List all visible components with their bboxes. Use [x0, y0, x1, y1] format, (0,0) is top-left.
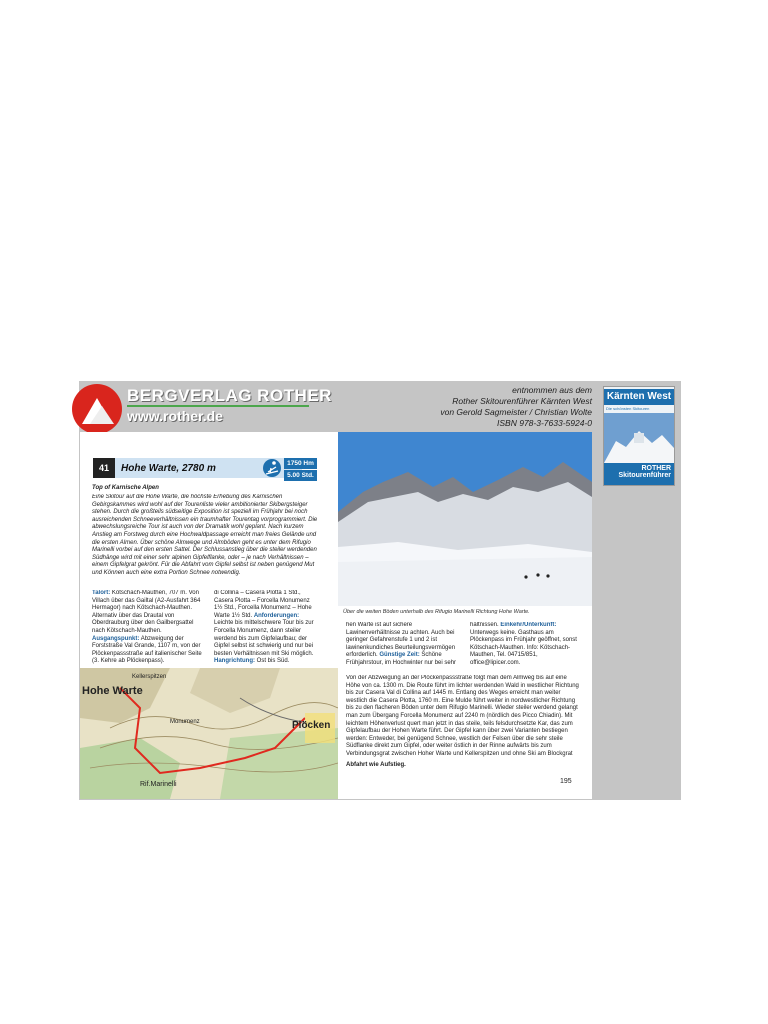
credit-isbn: ISBN 978-3-7633-5924-0: [497, 418, 592, 428]
info-column-3: [346, 622, 458, 668]
info-season-cont: hältnissen.: [470, 622, 499, 628]
credit-line-1: entnommen aus dem: [512, 385, 592, 395]
map-label-ploecken: Plöcken: [292, 720, 331, 731]
info-req-label: Anforderungen:: [253, 612, 300, 619]
info-slope-label: Hangrichtung:: [214, 658, 255, 665]
publisher-rule: [127, 405, 309, 407]
publisher-url[interactable]: www.rother.de: [127, 408, 223, 424]
route-descent: Abfahrt wie Aufstieg.: [346, 762, 406, 768]
elevation-badge: 1750 Hm: [284, 458, 317, 469]
info-req-text: Leichte bis mittelschwere Tour bis zur Forcella Monumenz, dann steiler werdend bis zum Gipfelaufbau; der Gipfel selbst ist schwierig und nur bei besten Verhältnissen mit Ski möglich.: [214, 620, 314, 657]
info-column-4: [470, 622, 582, 668]
map-label-hohe-warte: Hohe Warte: [82, 685, 143, 697]
map-label-marinelli: Rif.Marinelli: [140, 781, 177, 788]
publisher-name: BERGVERLAG ROTHER: [127, 386, 332, 405]
book-subtitle: Die schönsten Skitouren: [606, 406, 650, 411]
info-hut-text: Unterwegs keine. Gasthaus am Plöckenpass im Frühjahr geöffnet, sonst Kötschach-Mauthen. Info: Kötschach-Mauthen, Tel. 04715/851, office@lipicer.com.: [470, 629, 577, 666]
book-cover-image: [604, 413, 674, 463]
map-label-kellerspitzen: Kellerspitzen: [132, 674, 167, 680]
book-cover[interactable]: [603, 386, 675, 486]
skier-icon: [262, 458, 282, 478]
info-season-text: Schöne Frühjahrstour, im Hochwinter nur bei sehr: [346, 652, 457, 666]
book-brand: ROTHER: [641, 465, 671, 472]
duration-badge: 5.00 Std.: [284, 470, 317, 481]
tour-number: 41: [93, 458, 115, 478]
tour-subtitle: Top of Karnische Alpen: [92, 485, 159, 491]
info-column-2: [214, 590, 318, 666]
book-brand-band: [604, 463, 674, 485]
info-column-1: [92, 590, 206, 666]
info-slope-text: Ost bis Süd.: [256, 658, 290, 665]
info-talort-label: Talort:: [92, 590, 111, 596]
book-series: Skitourenführer: [618, 472, 671, 479]
info-hut-label: Einkehr/Unterkunft:: [500, 622, 557, 628]
route-description: Von der Abzweigung an der Plöckenpassstraße folgt man dem Almweg bis auf eine Höhe von ca. 1300 m. Die Route führt im lichter werdenden Wald in westlicher Richtung bis zur Casera Val di Collina auf 1445 m. Entlang des Weges erreicht man weiter westlich die Casera Plotta, 1760 m. Eine Mulde führt weiter in nordwestlicher Richtung bis zu den flacheren Böden unter dem Rifugio Marinelli. Wieder steiler werdend gelangt man zum Übergang Forcella Monumenz auf 2240 m (nördlich des Picco Chiadin). Mit leichtem Höhenverlust quert man jetzt in das steile, teils felsdurchsetzte Kar, das zum Gipfelaufbau der Hohen Warte führt. Der Gipfel kann über zwei Varianten bestiegen werden: Entweder, bei genügend Schnee, westlich der Felsen über die sehr steile Südflanke direkt zum Gipfel, oder weiter östlich in der Rinne aufwärts bis zum Verbindungsgrat zwischen Hoher Warte und Kellerspitzen und ohne Ski am Blockgrat: [346, 675, 579, 757]
map-label-monumenz: Monumenz: [170, 719, 200, 725]
tour-photo[interactable]: [338, 432, 592, 606]
source-credit: [400, 385, 592, 429]
photo-caption: Über die weiten Böden unterhalb des Rifugio Marinelli Richtung Hohe Warte.: [343, 609, 530, 615]
info-avalanche-cont: hen Warte ist auf sichere Lawinenverhältnisse zu achten. Auch bei geringer Gefahrenstufe 1 und 2 ist lawinenkundiches Beurteilungsvermögen erforderlich.: [346, 622, 456, 659]
credit-line-2: Rother Skitourenführer Kärnten West: [452, 396, 592, 406]
tour-title: Hohe Warte, 2780 m: [121, 463, 216, 474]
rother-logo-icon: [72, 384, 122, 434]
info-start-text: Abzweigung der Forststraße Val Grande, 1107 m, von der Plöckenpassstraße auf italienischer Seite (3. Kehre ab Plöckenpass).: [92, 635, 202, 665]
credit-line-3: von Gerold Sagmeister / Christian Wolte: [440, 407, 592, 417]
route-map[interactable]: [80, 668, 338, 799]
info-start-label: Ausgangspunkt:: [92, 635, 140, 642]
info-talort-text: Kötschach-Mauthen, 707 m. Von Villach über das Gailtal (A2-Ausfahrt 364 Hermagor) nach Kötschach-Mauthen. Alternativ über das Drautal von Oberdrauburg über den Gailbergsattel nach Kötschach-Mauthen.: [92, 590, 201, 634]
book-title: Kärnten West: [604, 389, 674, 405]
page-number: 195: [560, 778, 572, 785]
info-season-label: Günstige Zeit:: [379, 652, 420, 659]
tour-intro: Eine Skitour auf die Hohe Warte, die höchste Erhebung des Karnischen Gebirgskammes wird wohl auf der Tourenliste vieler ambitionierter Skibergsteiger stehen. Durch die großteils südseitige Exposition ist speziell im Frühjahr bei noch ausreichenden Schneeverhältnissen ein traumhafter Tourentag vorprogrammiert. Die abwechslungsreiche Tour ist auch von der Dramatik wohl geplant. Nach kurzem Anstieg am Forstweg durch eine Hochwaldpassage erreicht man freies Gelände und die ersten Almen. Über schöne Almwege und Almböden geht es unter dem Rifugio Marinelli vorbei auf den ersten Sattel. Der Schlussanstieg über die steiler werdenden Südhänge wird mit einer sehr alpinen Gipfelflanke, oder – je nach Verhältnissen – einem Gipfelgrat gekrönt. Für die Abfahrt vom Gipfel selbst ist neben genügend Mut und Können auch eine extra Portion Schnee notwendig.: [92, 494, 318, 576]
info-times-cont: di Collina – Casera Plotta 1 Std., Casera Plotta – Forcella Monumenz 1½ Std., Forcella Monumenz – Hohe Warte 1½ Std.: [214, 590, 312, 619]
